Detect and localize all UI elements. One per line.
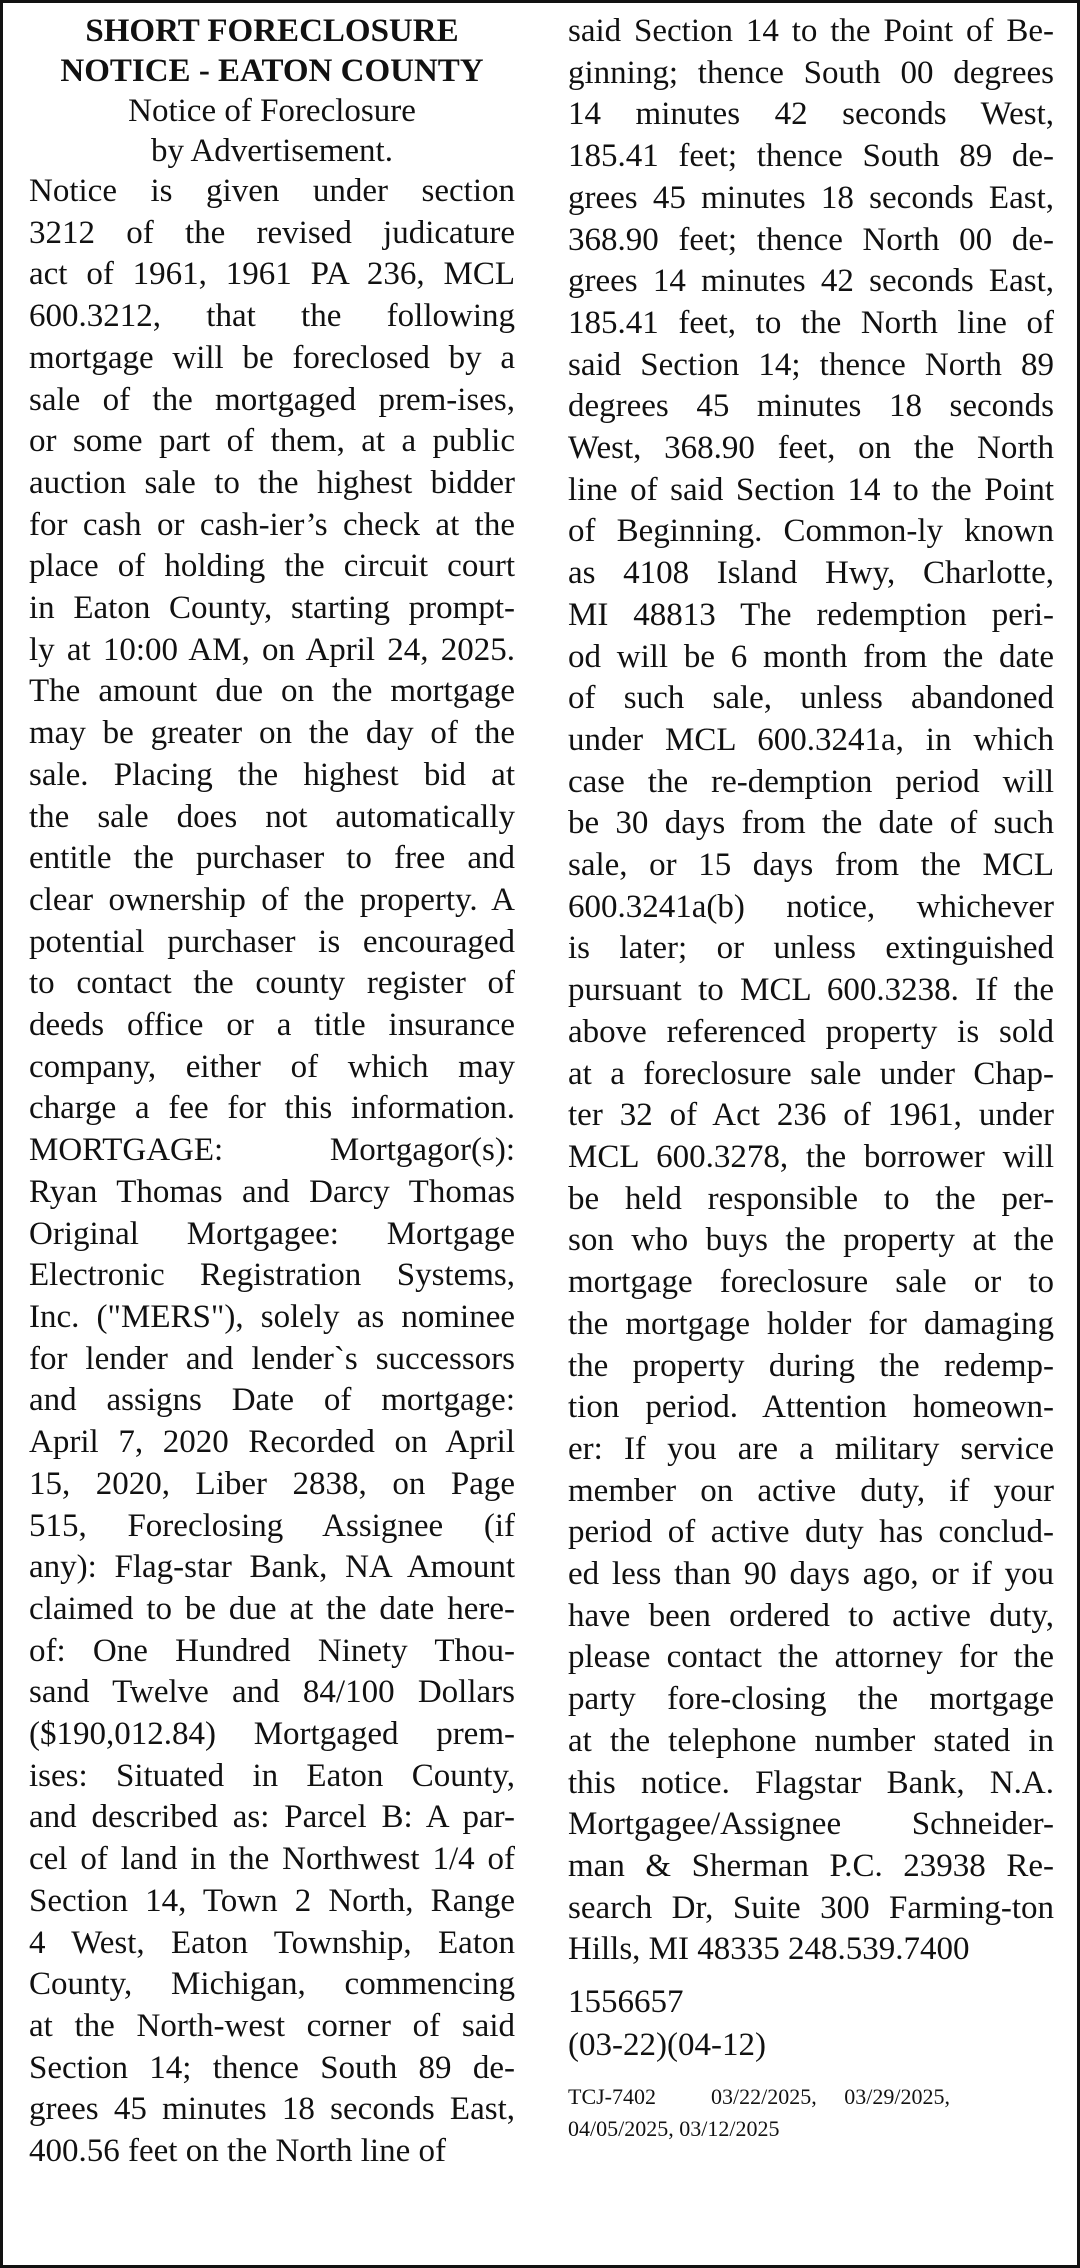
text-line: at the North-west corner of said xyxy=(29,2007,515,2044)
text-line: cel of land in the Northwest 1/4 of xyxy=(29,1841,515,1878)
text-line: this notice. Flagstar Bank, N.A. xyxy=(568,1764,1054,1801)
footer-line-1: TCJ-7402 03/22/2025, 03/29/2025, xyxy=(568,2084,950,2110)
text-line: potential purchaser is encouraged xyxy=(29,923,515,960)
text-line: ($190,012.84) Mortgaged prem- xyxy=(29,1716,515,1753)
text-line: son who buys the property at the xyxy=(568,1222,1054,1259)
text-line: entitle the purchaser to free and xyxy=(29,840,515,877)
text-line: for lender and lender`s successors xyxy=(29,1340,515,1377)
text-line: sale, or 15 days from the MCL xyxy=(568,847,1054,884)
text-line: act of 1961, 1961 PA 236, MCL xyxy=(29,256,515,293)
text-line: Inc. ("MERS"), solely as nominee xyxy=(29,1298,515,1335)
text-line: Section 14, Town 2 North, Range xyxy=(29,1882,515,1919)
subtitle-line-2: by Advertisement. xyxy=(151,133,393,169)
text-line: Ryan Thomas and Darcy Thomas xyxy=(29,1173,515,1210)
text-line: 14 minutes 42 seconds West, xyxy=(568,96,1054,133)
text-line: above referenced property is sold xyxy=(568,1013,1054,1050)
notice-subtitle xyxy=(29,91,515,171)
text-line: man & Sherman P.C. 23938 Re- xyxy=(568,1847,1054,1884)
text-line: 515, Foreclosing Assignee (if xyxy=(29,1507,515,1544)
text-line: ginning; thence South 00 degrees xyxy=(568,54,1054,91)
text-line: West, 368.90 feet, on the North xyxy=(568,430,1054,467)
text-line: is later; or unless extinguished xyxy=(568,930,1054,967)
text-line: 185.41 feet; thence South 89 de- xyxy=(568,138,1054,175)
text-line: the sale does not automatically xyxy=(29,798,515,835)
notice-title xyxy=(29,11,515,91)
text-line: od will be 6 month from the date xyxy=(568,638,1054,675)
subtitle-line-1: Notice of Foreclosure xyxy=(128,93,416,129)
footer-line-2: 04/05/2025, 03/12/2025 xyxy=(568,2116,780,2142)
text-line: grees 14 minutes 42 seconds East, xyxy=(568,263,1054,300)
text-line: 600.3212, that the following xyxy=(29,298,515,335)
text-line: any): Flag-star Bank, NA Amount xyxy=(29,1549,515,1586)
text-line: Notice is given under section xyxy=(29,173,515,209)
title-line-1: SHORT FORECLOSURE xyxy=(85,13,459,49)
text-line: or some part of them, at a public xyxy=(29,423,515,460)
ad-number: 1556657 xyxy=(568,1984,684,2021)
text-line: Section 14; thence South 89 de- xyxy=(29,2049,515,2086)
text-line: deeds office or a title insurance xyxy=(29,1007,515,1044)
left-column xyxy=(29,11,515,2173)
left-body-text xyxy=(29,171,515,2173)
text-line: Electronic Registration Systems, xyxy=(29,1257,515,1294)
text-line: case the re-demption period will xyxy=(568,763,1054,800)
text-line: 3212 of the revised judicature xyxy=(29,214,515,251)
text-line: grees 45 minutes 18 seconds East, xyxy=(568,179,1054,216)
text-line: er: If you are a military service xyxy=(568,1430,1054,1467)
text-line: under MCL 600.3241a, in which xyxy=(568,721,1054,758)
text-line: at a foreclosure sale under Chap- xyxy=(568,1055,1054,1092)
text-line: MCL 600.3278, the borrower will xyxy=(568,1138,1054,1175)
text-line: period of active duty has conclud- xyxy=(568,1514,1054,1551)
text-line: party fore-closing the mortgage xyxy=(568,1681,1054,1718)
text-line: of such sale, unless abandoned xyxy=(568,680,1054,717)
text-line: ly at 10:00 AM, on April 24, 2025. xyxy=(29,631,515,668)
text-line: ises: Situated in Eaton County, xyxy=(29,1757,515,1794)
text-line: said Section 14; thence North 89 xyxy=(568,346,1054,383)
text-line: grees 45 minutes 18 seconds East, xyxy=(29,2091,515,2128)
text-line: ter 32 of Act 236 of 1961, under xyxy=(568,1097,1054,1134)
text-line: at the telephone number stated in xyxy=(568,1722,1054,1759)
text-line: degrees 45 minutes 18 seconds xyxy=(568,388,1054,425)
text-line: 400.56 feet on the North line of xyxy=(29,2133,446,2170)
text-line: charge a fee for this information. xyxy=(29,1090,515,1127)
text-line: mortgage will be foreclosed by a xyxy=(29,339,515,376)
text-line: to contact the county register of xyxy=(29,965,515,1002)
text-line: sale of the mortgaged prem-ises, xyxy=(29,381,515,418)
text-line: Hills, MI 48335 248.539.7400 xyxy=(568,1931,970,1968)
text-line: pursuant to MCL 600.3238. If the xyxy=(568,972,1054,1009)
text-line: The amount due on the mortgage xyxy=(29,673,515,710)
text-line: clear ownership of the property. A xyxy=(29,881,515,918)
text-line: tion period. Attention homeown- xyxy=(568,1389,1054,1426)
text-line: please contact the attorney for the xyxy=(568,1639,1054,1676)
text-line: in Eaton County, starting prompt- xyxy=(29,590,515,627)
text-line: the mortgage holder for damaging xyxy=(568,1305,1054,1342)
right-body-text xyxy=(568,11,1054,1971)
text-line: mortgage foreclosure sale or to xyxy=(568,1264,1054,1301)
text-line: be 30 days from the date of such xyxy=(568,805,1054,842)
text-line: member on active duty, if your xyxy=(568,1472,1054,1509)
text-line: of: One Hundred Ninety Thou- xyxy=(29,1632,515,1669)
text-line: County, Michigan, commencing xyxy=(29,1966,515,2003)
text-line: and assigns Date of mortgage: xyxy=(29,1382,515,1419)
text-line: for cash or cash-ier’s check at the xyxy=(29,506,515,543)
title-line-2: NOTICE - EATON COUNTY xyxy=(60,53,484,89)
text-line: ed less than 90 days ago, or if you xyxy=(568,1556,1054,1593)
text-line: search Dr, Suite 300 Farming-ton xyxy=(568,1889,1054,1926)
text-line: place of holding the circuit court xyxy=(29,548,515,585)
text-line: 15, 2020, Liber 2838, on Page xyxy=(29,1465,515,1502)
text-line: sale. Placing the highest bid at xyxy=(29,756,515,793)
text-line: MORTGAGE: Mortgagor(s): xyxy=(29,1132,515,1169)
text-line: MI 48813 The redemption peri- xyxy=(568,596,1054,633)
text-line: of Beginning. Common-ly known xyxy=(568,513,1054,550)
text-line: Mortgagee/Assignee Schneider- xyxy=(568,1806,1054,1843)
text-line: line of said Section 14 to the Point xyxy=(568,471,1054,508)
right-column xyxy=(568,11,1054,2145)
text-line: auction sale to the highest bidder xyxy=(29,464,515,501)
text-line: may be greater on the day of the xyxy=(29,715,515,752)
text-line: sand Twelve and 84/100 Dollars xyxy=(29,1674,515,1711)
text-line: have been ordered to active duty, xyxy=(568,1597,1054,1634)
text-line: the property during the redemp- xyxy=(568,1347,1054,1384)
text-line: Original Mortgagee: Mortgage xyxy=(29,1215,515,1252)
text-line: and described as: Parcel B: A par- xyxy=(29,1799,515,1836)
text-line: company, either of which may xyxy=(29,1048,515,1085)
publication-footer xyxy=(568,2081,1054,2145)
text-line: 185.41 feet, to the North line of xyxy=(568,304,1054,341)
text-line: claimed to be due at the date here- xyxy=(29,1590,515,1627)
text-line: 600.3241a(b) notice, whichever xyxy=(568,888,1054,925)
text-line: said Section 14 to the Point of Be- xyxy=(568,13,1054,49)
text-line: be held responsible to the per- xyxy=(568,1180,1054,1217)
text-line: 368.90 feet; thence North 00 de- xyxy=(568,221,1054,258)
text-line: April 7, 2020 Recorded on April xyxy=(29,1424,515,1461)
text-line: 4 West, Eaton Township, Eaton xyxy=(29,1924,515,1961)
run-dates-code: (03-22)(04-12) xyxy=(568,2027,766,2064)
text-line: as 4108 Island Hwy, Charlotte, xyxy=(568,555,1054,592)
